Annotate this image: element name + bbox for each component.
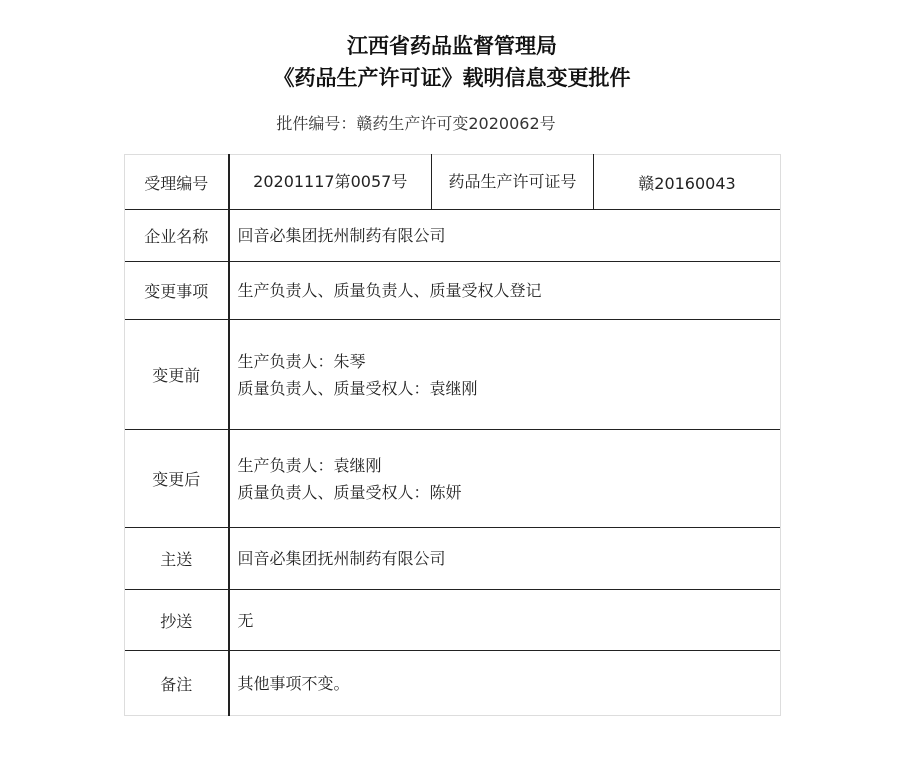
before-label: 变更前 — [125, 320, 229, 430]
license-no-label: 药品生产许可证号 — [432, 155, 594, 210]
acceptance-no-label: 受理编号 — [125, 155, 229, 210]
company-label: 企业名称 — [125, 210, 229, 262]
table-row-before — [125, 320, 781, 430]
table-row-remark — [125, 651, 781, 716]
document-title-line2: 《药品生产许可证》载明信息变更批件 — [273, 66, 631, 90]
approval-number-text: 批件编号：赣药生产许可变2020062号 — [276, 114, 556, 133]
approval-number — [0, 113, 904, 135]
company-value: 回音必集团抚州制药有限公司 — [229, 210, 781, 262]
cc-label: 抄送 — [125, 590, 229, 651]
before-line-2: 质量负责人、质量受权人：袁继刚 — [237, 378, 478, 398]
remark-value: 其他事项不变。 — [229, 651, 781, 716]
before-line-1: 生产负责人：朱琴 — [237, 351, 366, 371]
before-value — [229, 320, 781, 430]
document-title-line1: 江西省药品监督管理局 — [347, 34, 557, 58]
table-row-cc — [125, 590, 781, 651]
remark-label: 备注 — [125, 651, 229, 716]
table-row-change-items — [125, 262, 781, 320]
table-row-after — [125, 430, 781, 528]
table-row-company — [125, 210, 781, 262]
change-items-value: 生产负责人、质量负责人、质量受权人登记 — [229, 262, 781, 320]
license-no-value: 赣20160043 — [594, 155, 781, 210]
cc-value: 无 — [229, 590, 781, 651]
after-value — [229, 430, 781, 528]
table-row-to — [125, 528, 781, 590]
to-value: 回音必集团抚州制药有限公司 — [229, 528, 781, 590]
after-line-1: 生产负责人：袁继刚 — [237, 455, 382, 475]
after-label: 变更后 — [125, 430, 229, 528]
info-table — [124, 154, 781, 716]
table-row-acceptance — [125, 155, 781, 210]
to-label: 主送 — [125, 528, 229, 590]
acceptance-no-value: 20201117第0057号 — [229, 155, 432, 210]
change-items-label: 变更事项 — [125, 262, 229, 320]
after-line-2: 质量负责人、质量受权人：陈妍 — [237, 482, 462, 502]
